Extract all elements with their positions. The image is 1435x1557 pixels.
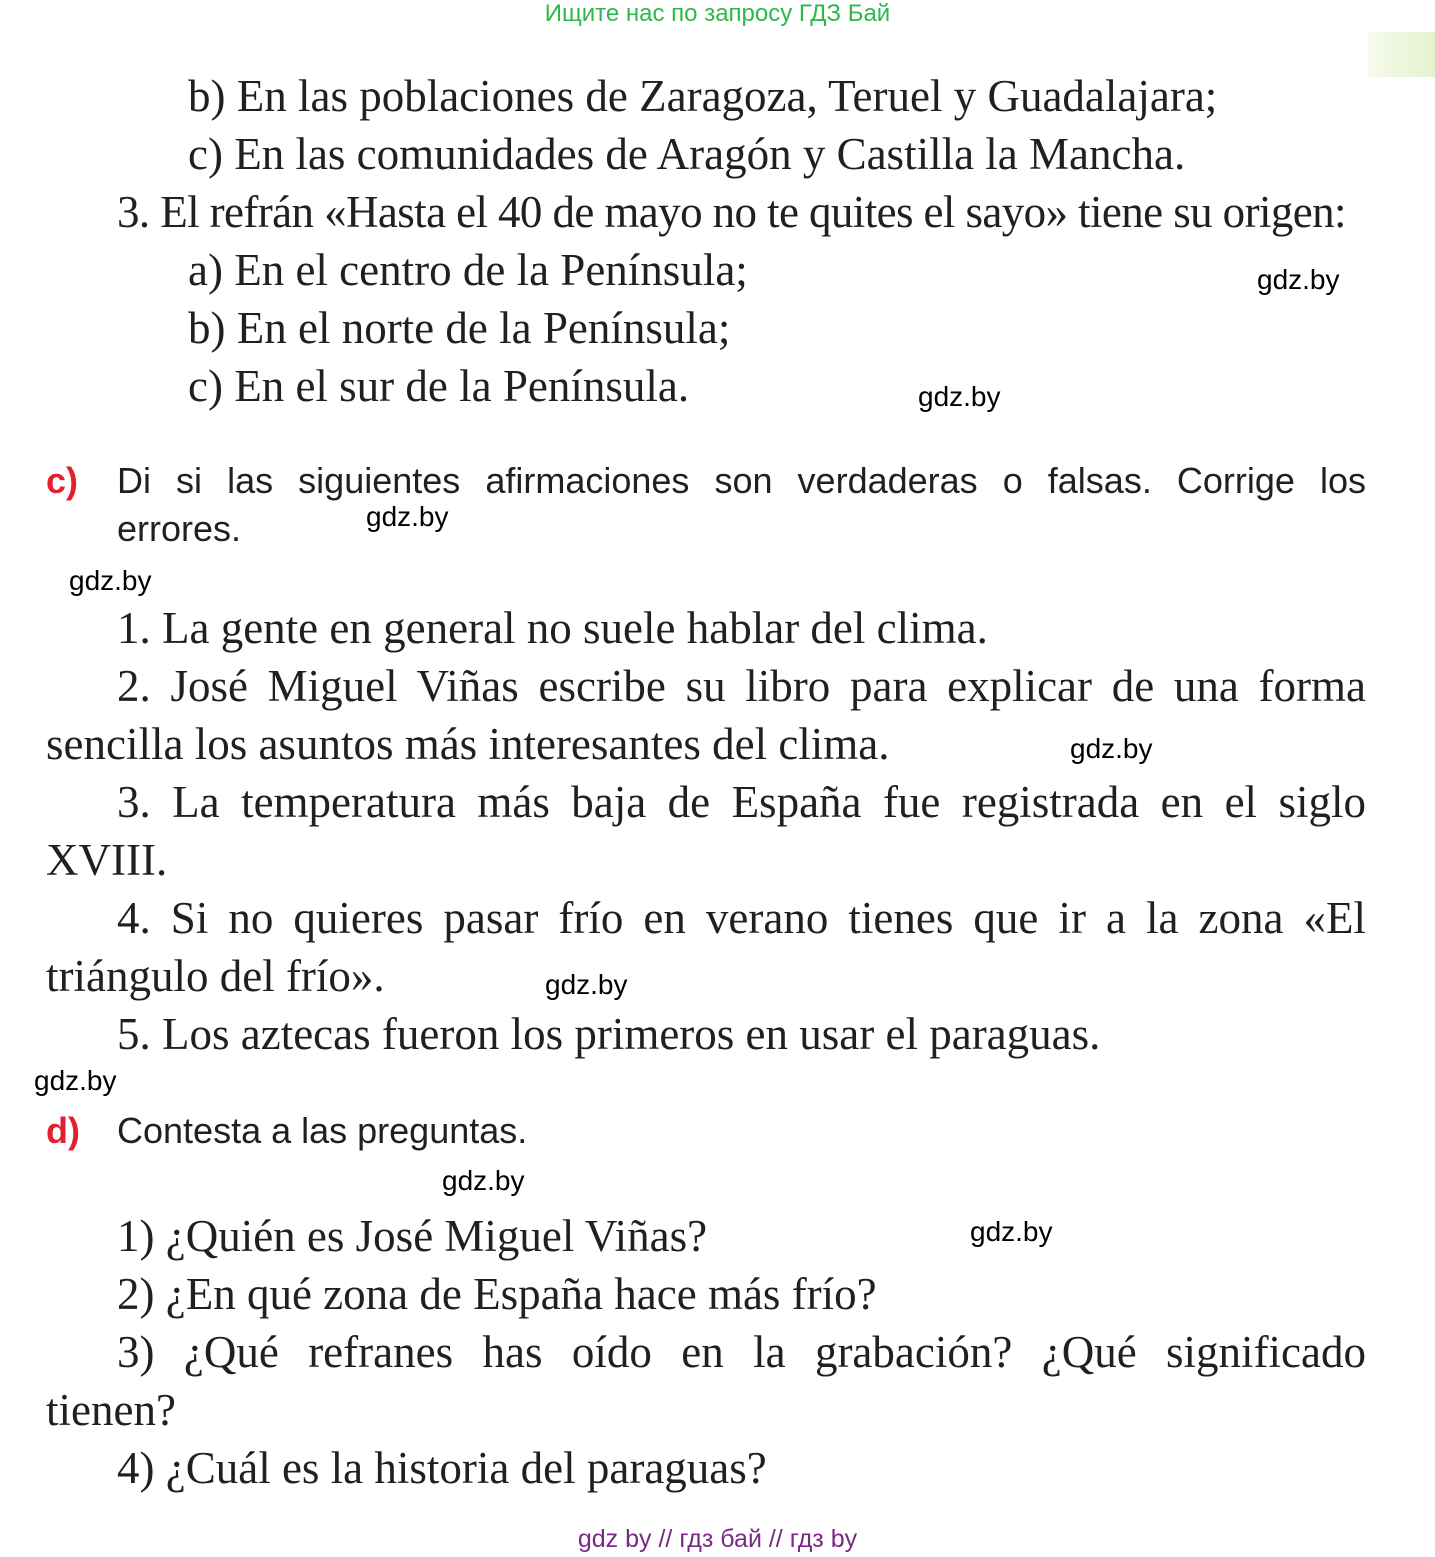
question-3-line1: 3) ¿Qué refranes has oído en la grabación? ¿Qué significado: [117, 1327, 1366, 1377]
question-2: 2) ¿En qué zona de España hace más frío?: [117, 1269, 877, 1319]
watermark: gdz.by: [970, 1216, 1053, 1247]
section-d-marker: d): [46, 1110, 80, 1151]
watermark: gdz.by: [918, 381, 1001, 412]
statement-5: 5. Los aztecas fueron los primeros en usar el paraguas.: [117, 1009, 1101, 1059]
question-4: 4) ¿Cuál es la historia del paraguas?: [117, 1443, 767, 1493]
section-c-instruction-line1: Di si las siguientes afirmaciones son verdaderas o falsas. Corrige los: [117, 460, 1366, 501]
statement-2-line1: 2. José Miguel Viñas escribe su libro para explicar de una forma: [117, 661, 1366, 711]
section-c-marker: c): [46, 460, 79, 501]
statement-4-line2: triángulo del frío».: [46, 951, 385, 1001]
corner-decoration: [1368, 32, 1435, 77]
section-d-instruction: Contesta a las preguntas.: [117, 1110, 528, 1151]
q2-option-c: c) En las comunidades de Aragón y Castilla la Mancha.: [188, 129, 1186, 179]
watermark: gdz.by: [545, 969, 628, 1000]
q2-option-b: b) En las poblaciones de Zaragoza, Teruel y Guadalajara;: [188, 71, 1218, 121]
watermark: gdz.by: [69, 565, 152, 596]
statement-1: 1. La gente en general no suele hablar del clima.: [117, 603, 988, 653]
q3-question: 3. El refrán «Hasta el 40 de mayo no te quites el sayo» tiene su origen:: [117, 187, 1346, 237]
footer-links: gdz by // гдз бай // гдз by: [577, 1525, 858, 1553]
statement-3-line1: 3. La temperatura más baja de España fue registrada en el siglo: [117, 777, 1366, 827]
question-3-line2: tienen?: [46, 1385, 176, 1435]
q3-option-b: b) En el norte de la Península;: [188, 303, 731, 353]
statement-2-line2: sencilla los asuntos más interesantes del clima.: [46, 719, 890, 769]
statement-4-line1: 4. Si no quieres pasar frío en verano tienes que ir a la zona «El: [117, 893, 1366, 943]
q3-option-c: c) En el sur de la Península.: [188, 361, 690, 411]
q3-option-a: a) En el centro de la Península;: [188, 245, 748, 295]
search-banner: Ищите нас по запросу ГДЗ Бай: [544, 0, 891, 27]
watermark: gdz.by: [442, 1165, 525, 1196]
watermark: gdz.by: [34, 1065, 117, 1096]
statement-3-line2: XVIII.: [46, 835, 168, 885]
watermark: gdz.by: [366, 501, 449, 532]
question-1: 1) ¿Quién es José Miguel Viñas?: [117, 1211, 708, 1261]
watermark: gdz.by: [1070, 733, 1153, 764]
section-c-instruction-line2: errores.: [117, 508, 242, 549]
watermark: gdz.by: [1257, 264, 1340, 295]
